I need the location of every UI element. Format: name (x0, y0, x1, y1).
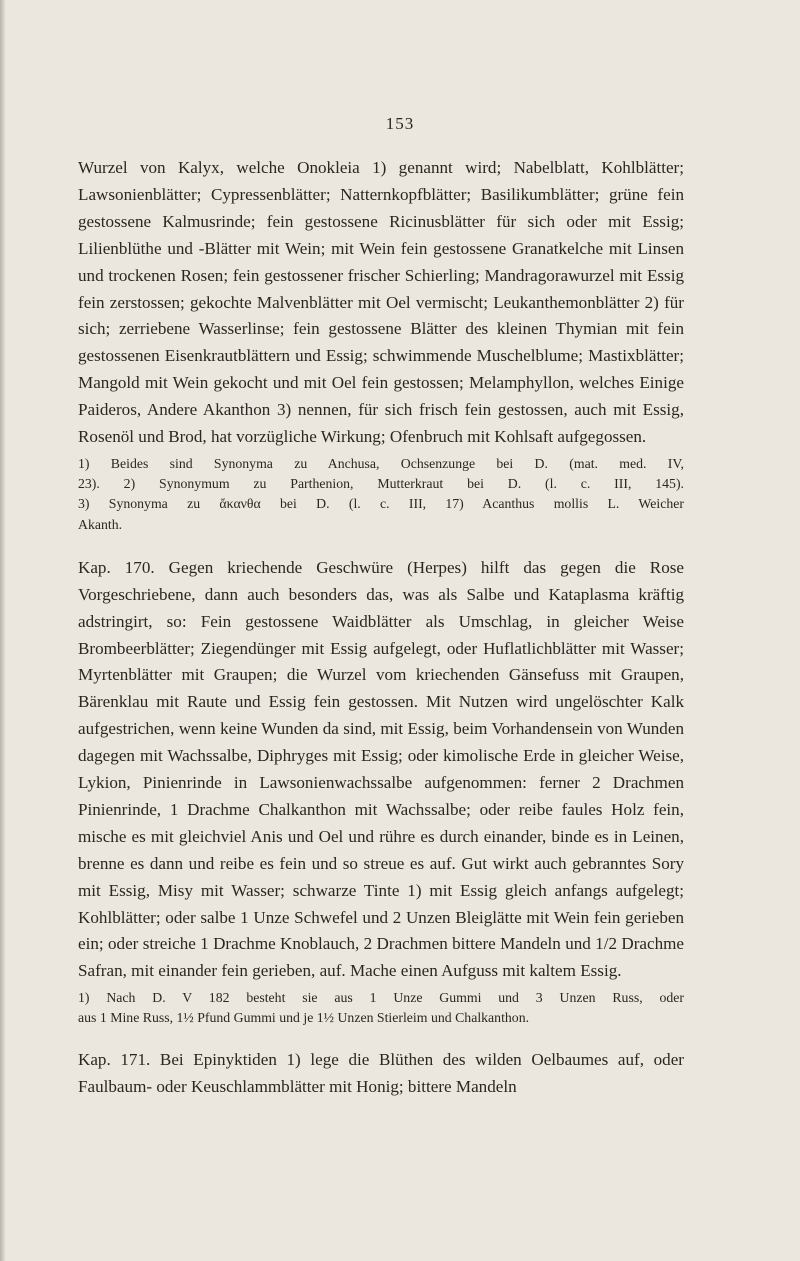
footnotes-1 (78, 454, 684, 535)
footnote-line: Akanth. (78, 516, 123, 532)
footnotes-2 (78, 988, 684, 1028)
footnote-line: 1) Nach D. V 182 besteht sie aus 1 Unze Gummi und 3 Unzen Russ, oder (78, 990, 684, 1006)
paragraph-wurzel: Wurzel von Kalyx, welche Onokleia 1) genannt wird; Nabelblatt, Kohlblätter; Lawsonienblätter; Cypressenblätter; Natternkopfblätter; Basilikumblätter; grüne fein gestossene Kalmusrinde; fein gestossene Ricinusblätter für sich oder mit Essig; Lilienblüthe und -Blätter mit Wein; mit Wein fein gestossene Granatkelche mit Linsen und trockenen Rosen; fein gestossener frischer Schierling; Mandragorawurzel mit Essig fein zerstossen; gekochte Malvenblätter mit Oel vermischt; Leukanthemonblätter 2) für sich; zerriebene Wasserlinse; fein gestossene Blätter des kleinen Thymian mit fein gestossenen Eisenkrautblättern und Essig; schwimmende Muschelblume; Mastixblätter; Mangold mit Wein gekocht und mit Oel fein gestossen; Melamphyllon, welches Einige Paideros, Andere Akanthon 3) nennen, für sich frisch fein gestossen, auch mit Essig, Rosenöl und Brod, hat vorzügliche Wirkung; Ofenbruch mit Kohlsaft aufgegossen. (78, 158, 684, 447)
paragraph-kap-170: Kap. 170. Gegen kriechende Geschwüre (Herpes) hilft das gegen die Rose Vorgeschriebene, dann auch besonders das, was als Salbe und Kataplasma kräftig adstringirt, so: Fein gestossene Waidblätter als Umschlag, in gleicher Weise Brombeerblätter; Ziegendünger mit Essig aufgelegt, oder Huflatlichblätter mit Wasser; Myrtenblätter mit Graupen; die Wurzel vom kriechenden Gänsefuss mit Graupen, Bärenklau mit Raute und Essig fein gestossen. Mit Nutzen wird ungelöschter Kalk aufgestrichen, wenn keine Wunden da sind, mit Essig, beim Vorhandensein von Wunden dagegen mit Wachssalbe, Diphryges mit Essig; oder kimolische Erde in gleicher Weise, Lykion, Pinienrinde in Lawsonienwachssalbe aufgenommen: ferner 2 Drachmen Pinienrinde, 1 Drachme Chalkanthon mit Wachssalbe; oder reibe faules Holz fein, mische es mit gleichviel Anis und Oel und rühre es durch einander, binde es in Leinen, brenne es dann und reibe es fein und so streue es auf. Gut wirkt auch gebranntes Sory mit Essig, Misy mit Wasser; schwarze Tinte 1) mit Essig gleich anfangs aufgelegt; Kohlblätter; oder salbe 1 Unze Schwefel und 2 Unzen Bleiglätte mit Wein fein gerieben ein; oder streiche 1 Drachme Knoblauch, 2 Drachmen bittere Mandeln und 1/2 Drachme Safran, mit einander fein gerieben, auf. Mache einen Aufguss mit kaltem Essig. (78, 557, 684, 981)
footnote-line: 23). 2) Synonymum zu Parthenion, Mutterkraut bei D. (l. c. III, 145). (78, 476, 684, 492)
page-number: 153 (385, 114, 415, 133)
footnote-line: 3) Synonyma zu ἄκανθα bei D. (l. c. III, 17) Acanthus mollis L. Weicher (78, 496, 684, 512)
page-body (78, 155, 684, 1101)
page-edge-shadow (0, 0, 6, 1261)
footnote-line: aus 1 Mine Russ, 1½ Pfund Gummi und je 1½ Unzen Stierleim und Chalkanthon. (78, 1010, 530, 1026)
paragraph-kap-171: Kap. 171. Bei Epinyktiden 1) lege die Blüthen des wilden Oelbaumes auf, oder Faulbaum- oder Keuschlammblätter mit Honig; bittere Mandeln (78, 1049, 684, 1096)
footnote-line: 1) Beides sind Synonyma zu Anchusa, Ochsenzunge bei D. (mat. med. IV, (78, 455, 684, 471)
